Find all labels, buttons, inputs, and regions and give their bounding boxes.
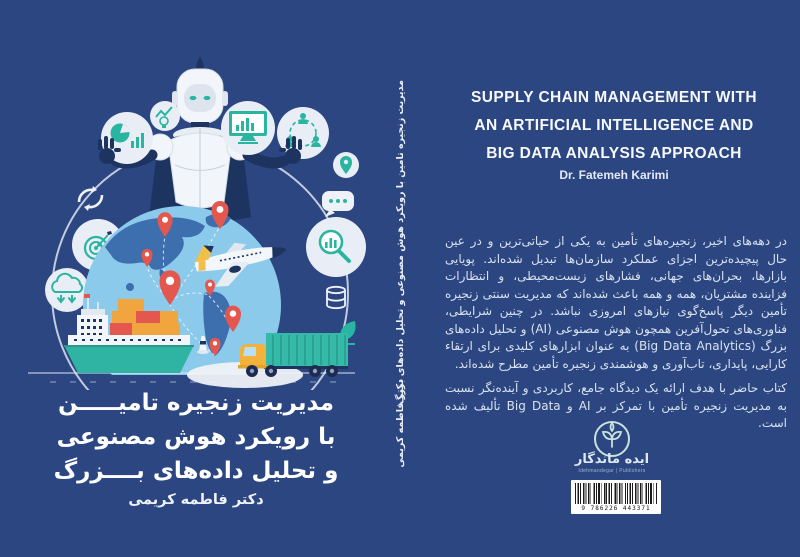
search-analytics-icon [306,217,366,277]
blurb-paragraph-2: کتاب حاضر با هدف ارائه یک دیدگاه جامع، کاربردی و آینده‌نگر نسبت به مدیریت زنجیره تأمین با تمرکز بر AI و Big Data تألیف شده است. [445,381,787,430]
publisher-name: ایده ماندگار [574,452,650,467]
publisher-name-latin: Idehmandegar | Publishers [578,468,646,474]
barcode-bars [575,483,657,504]
chat-dots-icon [322,191,354,217]
back-title-line-2: AN ARTIFICIAL INTELLIGENCE AND [474,117,754,134]
robot-eye [190,96,197,100]
database-icon [327,287,345,308]
blurb-paragraph-1: در دهه‌های اخیر، زنجیره‌های تأمین به یکی از حیاتی‌ترین و در عین حال پیچیده‌ترین اجزای عملکرد سازمان‌ها تبدیل شده‌اند. پویایی بازارها، بحران‌های جهانی، فشارهای زیست‌محیطی، و انتظارات فزاینده مشتریان، همه و همه باعث شده‌اند که مدیریت سنتی زنجیره تأمین دیگر پاسخ‌گوی نیازهای امروزی نباشد. در چنین شرایطی، فناوری‌های تحول‌آفرین همچون هوش مصنوعی (AI) و تحلیل داده‌های بزرگ (Big Data Analytics) به عنوان ابزارهای کلیدی برای ارتقاء کارایی، پایداری، تاب‌آوری و هوشمندی زنجیره تأمین مطرح شده‌اند. [445,234,788,371]
spine-title: مدیریت زنجیره تامین با رویکرد هوش مصنوعی و تحلیل داده‌های بزرگ [395,80,406,405]
back-title-line-3: BIG DATA ANALYSIS APPROACH [486,145,742,162]
back-author: Dr. Fatemeh Karimi [559,168,669,182]
front-title-line-3: و تحلیل داده‌های بــــزرگ [53,458,339,484]
isbn-barcode [571,480,661,514]
back-blurb [445,233,787,440]
front-title-line-2: با رویکرد هوش مصنوعی [56,424,336,450]
spine-author: دکتر فاطمه کریمی [395,379,406,468]
lightbulb-trend-icon [150,101,180,131]
back-title-line-1: SUPPLY CHAIN MANAGEMENT WITH [471,89,757,106]
front-title [16,386,376,488]
location-pin-bubble-icon [333,152,359,178]
sync-arrows-icon [79,186,102,211]
supply-chain-illustration [10,5,370,390]
robot-eye [204,96,211,100]
back-title [432,84,796,168]
front-title-line-1: مدیریت زنجیره تامیـــــن [57,390,335,416]
barcode-digits: 9 786226 443371 [581,505,651,512]
cloud-download-icon [45,268,89,312]
front-author: دکتر فاطمه کریمی [128,492,264,508]
analytics-monitor-icon [221,101,275,155]
